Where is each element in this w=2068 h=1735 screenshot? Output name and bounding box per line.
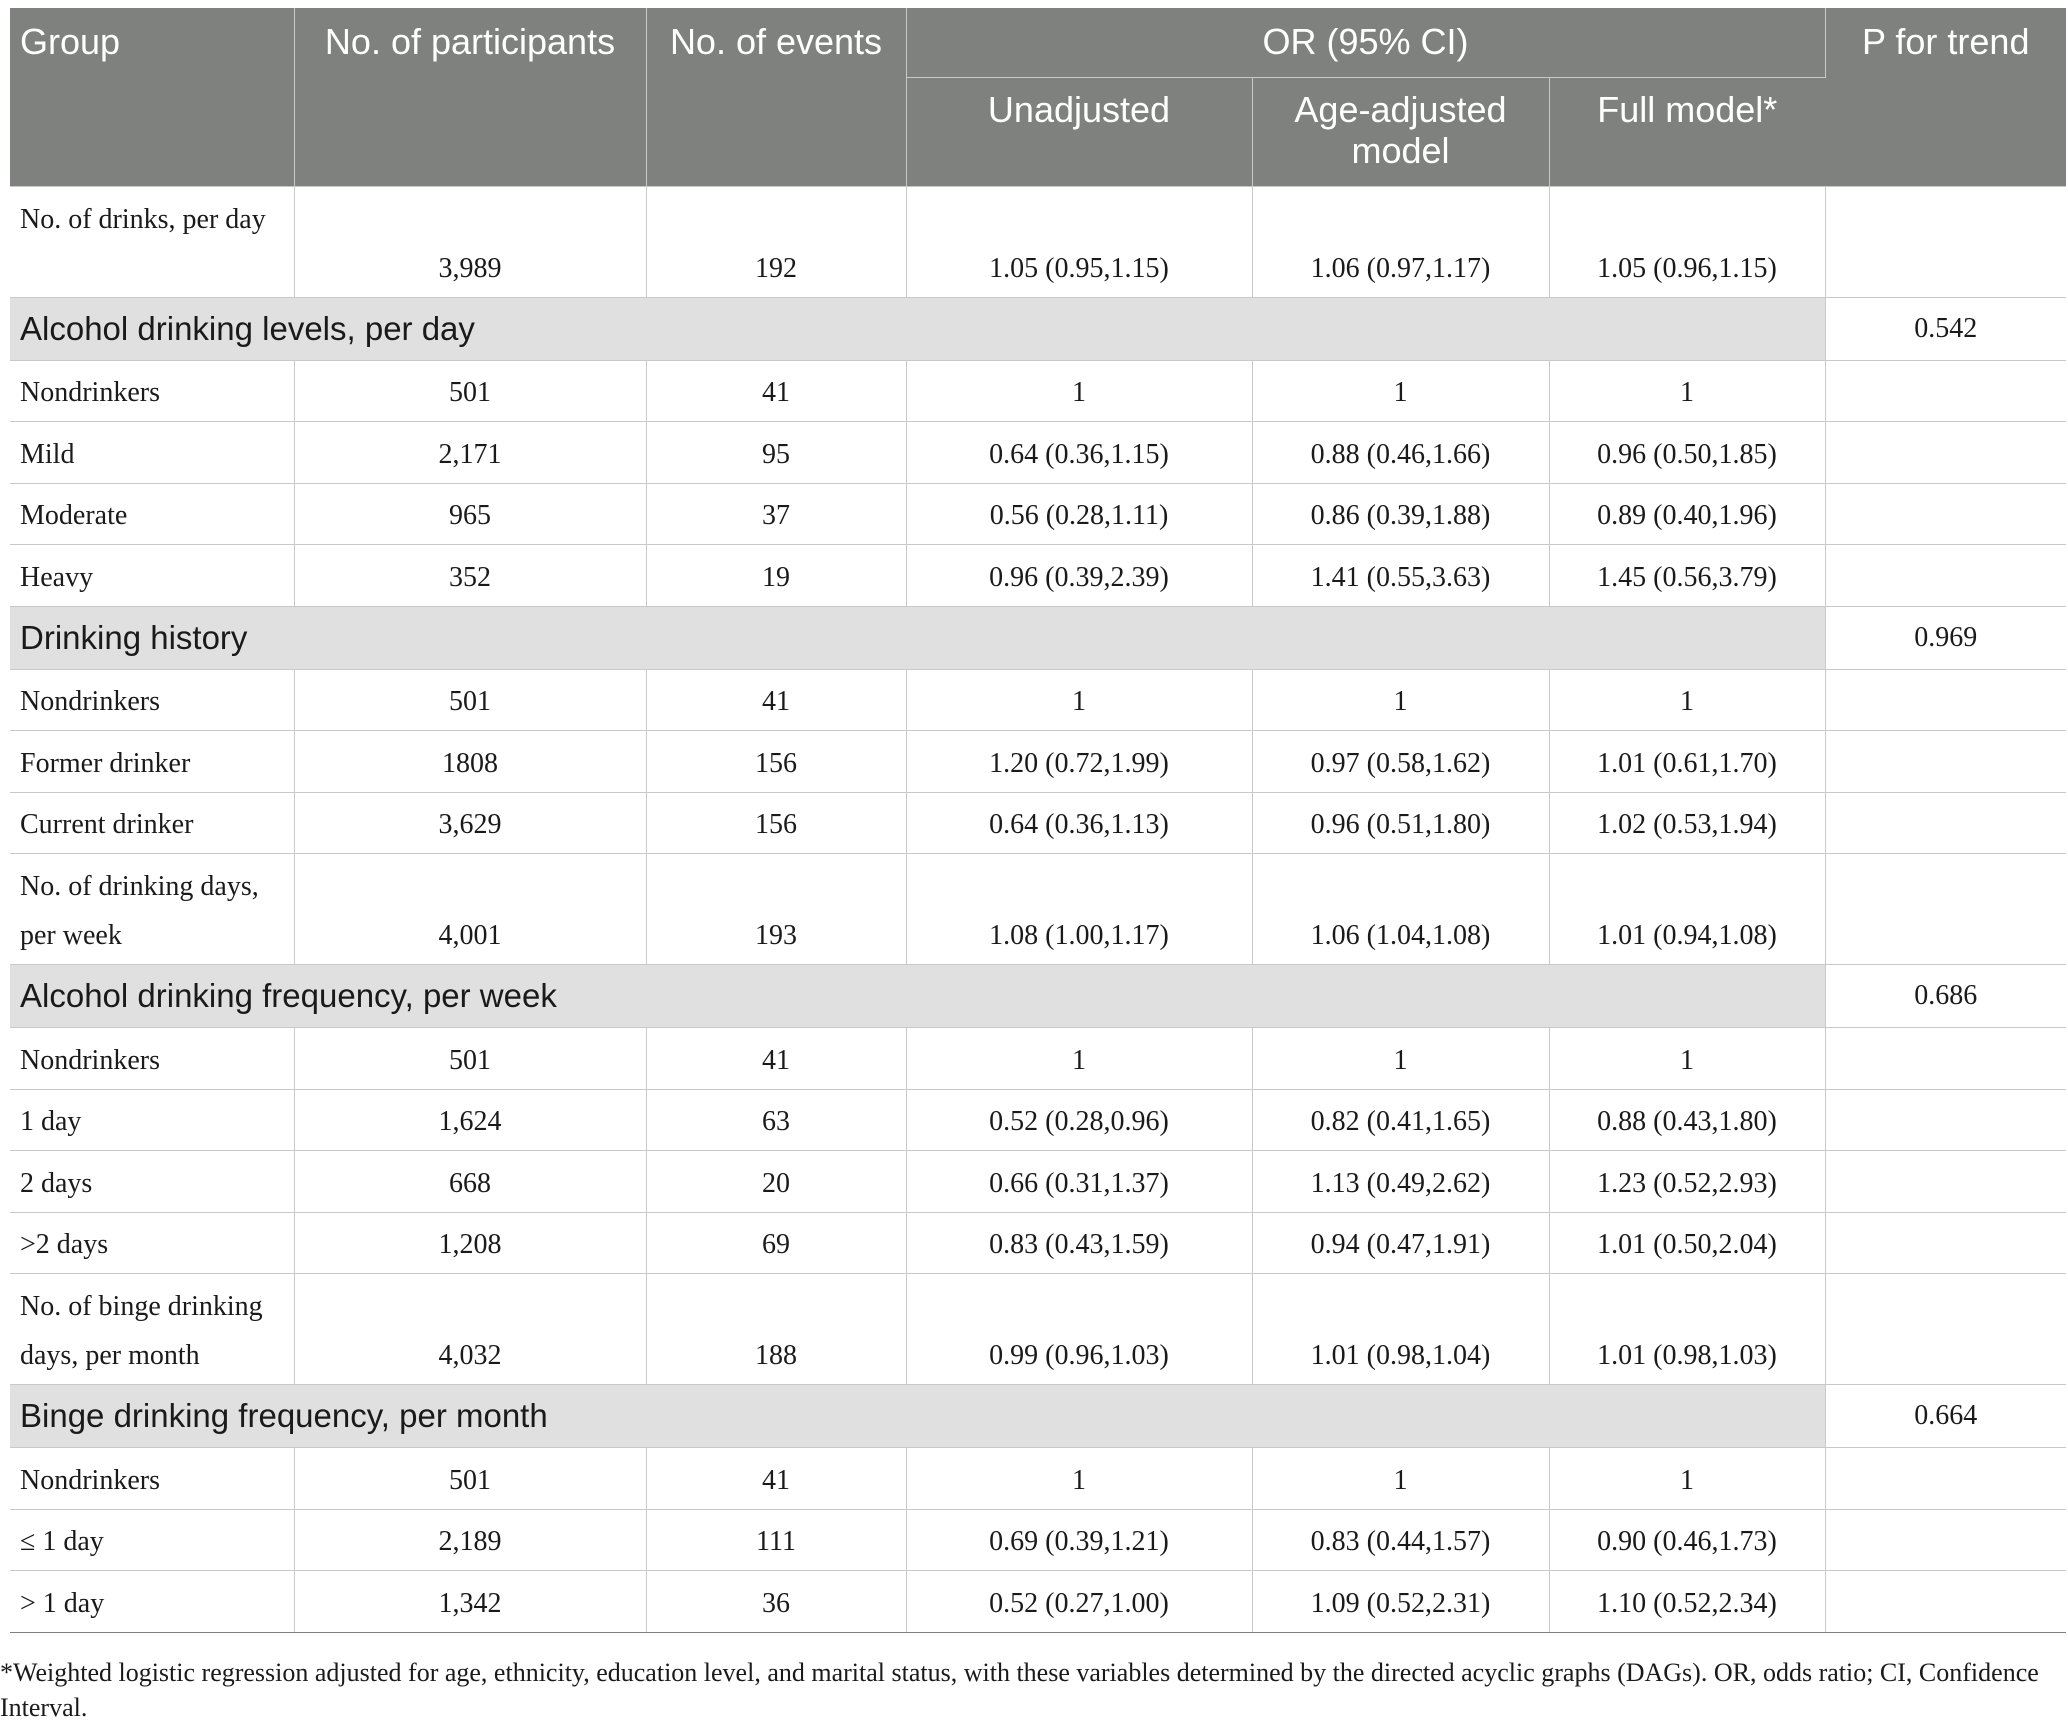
p-trend-cell xyxy=(1825,483,2066,545)
events-cell: 193 xyxy=(646,854,906,965)
p-trend-cell xyxy=(1825,186,2066,297)
unadjusted-cell: 0.96 (0.39,2.39) xyxy=(906,545,1252,607)
table-row xyxy=(10,792,2066,854)
events-cell: 69 xyxy=(646,1212,906,1274)
events-cell: 95 xyxy=(646,422,906,484)
table-row xyxy=(10,1028,2066,1090)
participants-cell: 4,001 xyxy=(294,854,646,965)
table-row xyxy=(10,1212,2066,1274)
age-adjusted-cell: 0.83 (0.44,1.57) xyxy=(1252,1509,1549,1571)
p-trend-cell xyxy=(1825,360,2066,422)
participants-cell: 501 xyxy=(294,1028,646,1090)
table-row xyxy=(10,483,2066,545)
table-row xyxy=(10,422,2066,484)
participants-cell: 501 xyxy=(294,669,646,731)
participants-cell: 965 xyxy=(294,483,646,545)
table-row xyxy=(10,186,2066,297)
unadjusted-cell: 1.08 (1.00,1.17) xyxy=(906,854,1252,965)
age-adjusted-cell: 0.86 (0.39,1.88) xyxy=(1252,483,1549,545)
full-model-cell: 1 xyxy=(1549,360,1825,422)
full-model-cell: 0.89 (0.40,1.96) xyxy=(1549,483,1825,545)
participants-cell: 1,342 xyxy=(294,1571,646,1633)
participants-cell: 1,208 xyxy=(294,1212,646,1274)
header-p-trend: P for trend xyxy=(1825,8,2066,186)
table-row xyxy=(10,545,2066,607)
full-model-cell: 1 xyxy=(1549,1448,1825,1510)
p-trend-cell xyxy=(1825,1151,2066,1213)
age-adjusted-cell: 1.06 (1.04,1.08) xyxy=(1252,854,1549,965)
table-row xyxy=(10,854,2066,965)
participants-cell: 501 xyxy=(294,360,646,422)
p-trend-cell xyxy=(1825,669,2066,731)
section-title: Alcohol drinking levels, per day xyxy=(10,297,1825,360)
full-model-cell: 0.90 (0.46,1.73) xyxy=(1549,1509,1825,1571)
header-unadjusted: Unadjusted xyxy=(906,77,1252,186)
events-cell: 192 xyxy=(646,186,906,297)
participants-cell: 501 xyxy=(294,1448,646,1510)
group-cell: Former drinker xyxy=(10,731,294,793)
table-row xyxy=(10,731,2066,793)
unadjusted-cell: 1 xyxy=(906,360,1252,422)
events-cell: 156 xyxy=(646,792,906,854)
age-adjusted-cell: 1 xyxy=(1252,1028,1549,1090)
full-model-cell: 1.05 (0.96,1.15) xyxy=(1549,186,1825,297)
group-cell: 1 day xyxy=(10,1089,294,1151)
unadjusted-cell: 0.66 (0.31,1.37) xyxy=(906,1151,1252,1213)
p-trend-value: 0.969 xyxy=(1825,606,2066,669)
age-adjusted-cell: 1.06 (0.97,1.17) xyxy=(1252,186,1549,297)
group-cell: No. of drinks, per day xyxy=(10,186,294,297)
group-cell: Nondrinkers xyxy=(10,360,294,422)
full-model-cell: 0.96 (0.50,1.85) xyxy=(1549,422,1825,484)
table-body xyxy=(10,186,2066,1632)
age-adjusted-cell: 1.09 (0.52,2.31) xyxy=(1252,1571,1549,1633)
group-cell: Heavy xyxy=(10,545,294,607)
table-row xyxy=(10,1151,2066,1213)
events-cell: 41 xyxy=(646,1028,906,1090)
participants-cell: 1,624 xyxy=(294,1089,646,1151)
age-adjusted-cell: 0.96 (0.51,1.80) xyxy=(1252,792,1549,854)
age-adjusted-cell: 0.82 (0.41,1.65) xyxy=(1252,1089,1549,1151)
group-cell: > 1 day xyxy=(10,1571,294,1633)
header-full-model: Full model* xyxy=(1549,77,1825,186)
unadjusted-cell: 1 xyxy=(906,1448,1252,1510)
group-cell: 2 days xyxy=(10,1151,294,1213)
section-header-row xyxy=(10,1385,2066,1448)
table-row xyxy=(10,1089,2066,1151)
table-row xyxy=(10,360,2066,422)
p-trend-cell xyxy=(1825,422,2066,484)
unadjusted-cell: 0.69 (0.39,1.21) xyxy=(906,1509,1252,1571)
group-cell: No. of drinking days, per week xyxy=(10,854,294,965)
table-row xyxy=(10,1509,2066,1571)
events-cell: 19 xyxy=(646,545,906,607)
results-table-container xyxy=(10,8,2066,1633)
p-trend-value: 0.542 xyxy=(1825,297,2066,360)
participants-cell: 2,189 xyxy=(294,1509,646,1571)
participants-cell: 3,629 xyxy=(294,792,646,854)
section-header-row xyxy=(10,297,2066,360)
header-group: Group xyxy=(10,8,294,186)
age-adjusted-cell: 0.97 (0.58,1.62) xyxy=(1252,731,1549,793)
unadjusted-cell: 0.64 (0.36,1.15) xyxy=(906,422,1252,484)
unadjusted-cell: 0.99 (0.96,1.03) xyxy=(906,1274,1252,1385)
section-title: Binge drinking frequency, per month xyxy=(10,1385,1825,1448)
unadjusted-cell: 0.52 (0.28,0.96) xyxy=(906,1089,1252,1151)
events-cell: 41 xyxy=(646,360,906,422)
header-participants: No. of participants xyxy=(294,8,646,186)
unadjusted-cell: 1.20 (0.72,1.99) xyxy=(906,731,1252,793)
participants-cell: 3,989 xyxy=(294,186,646,297)
p-trend-cell xyxy=(1825,1028,2066,1090)
p-trend-cell xyxy=(1825,854,2066,965)
unadjusted-cell: 0.56 (0.28,1.11) xyxy=(906,483,1252,545)
participants-cell: 668 xyxy=(294,1151,646,1213)
group-cell: ≤ 1 day xyxy=(10,1509,294,1571)
events-cell: 20 xyxy=(646,1151,906,1213)
group-cell: Nondrinkers xyxy=(10,669,294,731)
group-cell: Nondrinkers xyxy=(10,1028,294,1090)
participants-cell: 4,032 xyxy=(294,1274,646,1385)
section-header-row xyxy=(10,965,2066,1028)
section-title: Drinking history xyxy=(10,606,1825,669)
p-trend-value: 0.664 xyxy=(1825,1385,2066,1448)
events-cell: 63 xyxy=(646,1089,906,1151)
group-cell: Mild xyxy=(10,422,294,484)
age-adjusted-cell: 0.88 (0.46,1.66) xyxy=(1252,422,1549,484)
table-row xyxy=(10,1448,2066,1510)
events-cell: 41 xyxy=(646,669,906,731)
age-adjusted-cell: 1.13 (0.49,2.62) xyxy=(1252,1151,1549,1213)
header-or-group: OR (95% CI) xyxy=(906,8,1825,77)
p-trend-cell xyxy=(1825,1089,2066,1151)
events-cell: 36 xyxy=(646,1571,906,1633)
p-trend-cell xyxy=(1825,545,2066,607)
p-trend-cell xyxy=(1825,1448,2066,1510)
table-row xyxy=(10,669,2066,731)
unadjusted-cell: 1.05 (0.95,1.15) xyxy=(906,186,1252,297)
unadjusted-cell: 1 xyxy=(906,669,1252,731)
p-trend-cell xyxy=(1825,1274,2066,1385)
full-model-cell: 1.01 (0.50,2.04) xyxy=(1549,1212,1825,1274)
full-model-cell: 1 xyxy=(1549,1028,1825,1090)
full-model-cell: 1.45 (0.56,3.79) xyxy=(1549,545,1825,607)
age-adjusted-cell: 1.01 (0.98,1.04) xyxy=(1252,1274,1549,1385)
unadjusted-cell: 0.52 (0.27,1.00) xyxy=(906,1571,1252,1633)
participants-cell: 352 xyxy=(294,545,646,607)
table-header xyxy=(10,8,2066,186)
table-row xyxy=(10,1571,2066,1633)
group-cell: Current drinker xyxy=(10,792,294,854)
header-events: No. of events xyxy=(646,8,906,186)
age-adjusted-cell: 1 xyxy=(1252,360,1549,422)
group-cell: No. of binge drinking days, per month xyxy=(10,1274,294,1385)
p-trend-cell xyxy=(1825,1571,2066,1633)
events-cell: 188 xyxy=(646,1274,906,1385)
events-cell: 111 xyxy=(646,1509,906,1571)
section-header-row xyxy=(10,606,2066,669)
odds-ratio-table xyxy=(10,8,2066,1633)
table-footnote: *Weighted logistic regression adjusted for age, ethnicity, education level, and marital status, with these variables determined by the directed acyclic graphs (DAGs). OR, odds ratio; CI, Confidence Interval. xyxy=(0,1658,2039,1722)
participants-cell: 1808 xyxy=(294,731,646,793)
full-model-cell: 0.88 (0.43,1.80) xyxy=(1549,1089,1825,1151)
age-adjusted-cell: 1.41 (0.55,3.63) xyxy=(1252,545,1549,607)
section-title: Alcohol drinking frequency, per week xyxy=(10,965,1825,1028)
unadjusted-cell: 1 xyxy=(906,1028,1252,1090)
group-cell: Moderate xyxy=(10,483,294,545)
p-trend-cell xyxy=(1825,731,2066,793)
table-row xyxy=(10,1274,2066,1385)
events-cell: 156 xyxy=(646,731,906,793)
full-model-cell: 1.01 (0.61,1.70) xyxy=(1549,731,1825,793)
age-adjusted-cell: 1 xyxy=(1252,669,1549,731)
events-cell: 41 xyxy=(646,1448,906,1510)
full-model-cell: 1.02 (0.53,1.94) xyxy=(1549,792,1825,854)
p-trend-cell xyxy=(1825,1212,2066,1274)
group-cell: >2 days xyxy=(10,1212,294,1274)
full-model-cell: 1.10 (0.52,2.34) xyxy=(1549,1571,1825,1633)
p-trend-value: 0.686 xyxy=(1825,965,2066,1028)
age-adjusted-cell: 0.94 (0.47,1.91) xyxy=(1252,1212,1549,1274)
p-trend-cell xyxy=(1825,792,2066,854)
unadjusted-cell: 0.64 (0.36,1.13) xyxy=(906,792,1252,854)
p-trend-cell xyxy=(1825,1509,2066,1571)
group-cell: Nondrinkers xyxy=(10,1448,294,1510)
header-age-adjusted: Age-adjusted model xyxy=(1252,77,1549,186)
unadjusted-cell: 0.83 (0.43,1.59) xyxy=(906,1212,1252,1274)
full-model-cell: 1 xyxy=(1549,669,1825,731)
full-model-cell: 1.23 (0.52,2.93) xyxy=(1549,1151,1825,1213)
events-cell: 37 xyxy=(646,483,906,545)
full-model-cell: 1.01 (0.94,1.08) xyxy=(1549,854,1825,965)
participants-cell: 2,171 xyxy=(294,422,646,484)
full-model-cell: 1.01 (0.98,1.03) xyxy=(1549,1274,1825,1385)
age-adjusted-cell: 1 xyxy=(1252,1448,1549,1510)
